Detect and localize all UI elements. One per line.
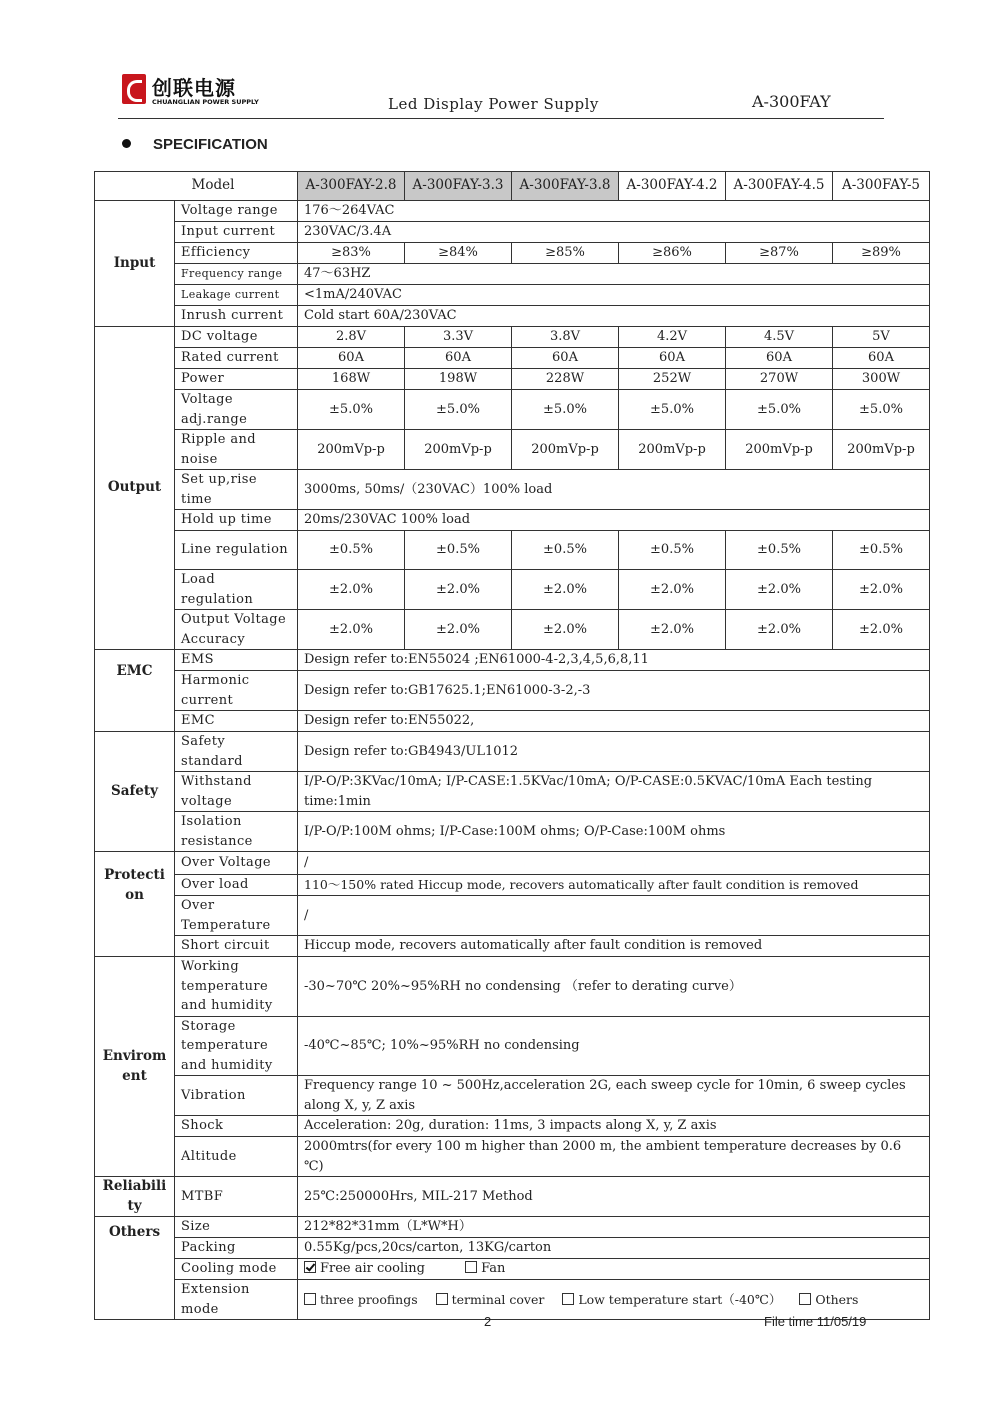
value-cell: 60A bbox=[405, 348, 512, 369]
table-row bbox=[95, 1177, 930, 1217]
item-label: Voltage range bbox=[175, 201, 298, 222]
item-label: Over load bbox=[175, 875, 298, 896]
option-label: terminal cover bbox=[451, 1291, 545, 1307]
value-cell: ±5.0% bbox=[726, 390, 833, 430]
category-safety: Safety bbox=[95, 732, 175, 852]
table-row bbox=[95, 172, 930, 201]
table-row bbox=[95, 285, 930, 306]
item-label: Rated current bbox=[175, 348, 298, 369]
table-row bbox=[95, 671, 930, 711]
option-label: Others bbox=[815, 1291, 859, 1307]
model-cell: A-300FAY-4.5 bbox=[726, 172, 833, 201]
table-row bbox=[95, 1217, 930, 1238]
table-row bbox=[95, 570, 930, 610]
item-label: Vibration bbox=[175, 1076, 298, 1116]
option-label: Fan bbox=[481, 1261, 506, 1277]
item-label: Over Temperature bbox=[175, 896, 298, 936]
value-cell: 60A bbox=[833, 348, 930, 369]
item-label: Efficiency bbox=[175, 243, 298, 264]
table-row bbox=[95, 957, 930, 1017]
bullet-icon bbox=[122, 139, 131, 148]
model-label: Model bbox=[95, 172, 298, 201]
value-cell: ±2.0% bbox=[726, 610, 833, 650]
item-value: Design refer to:EN55022, bbox=[298, 711, 930, 732]
table-row bbox=[95, 470, 930, 510]
table-row bbox=[95, 327, 930, 348]
item-label: Storage temperature and humidity bbox=[175, 1016, 298, 1076]
table-row bbox=[95, 430, 930, 470]
value-cell: 60A bbox=[619, 348, 726, 369]
table-row bbox=[95, 936, 930, 957]
table-row bbox=[95, 510, 930, 531]
value-cell: ±5.0% bbox=[405, 390, 512, 430]
cooling-option-free-air[interactable] bbox=[304, 1261, 425, 1276]
item-label: Voltage adj.range bbox=[175, 390, 298, 430]
logo-english-text: CHUANGLIAN POWER SUPPLY bbox=[152, 98, 259, 106]
item-label: Short circuit bbox=[175, 936, 298, 957]
table-row bbox=[95, 1259, 930, 1280]
item-value: <1mA/240VAC bbox=[298, 285, 930, 306]
item-value: / bbox=[298, 896, 930, 936]
item-label: Hold up time bbox=[175, 510, 298, 531]
table-row bbox=[95, 306, 930, 327]
value-cell: 200mVp-p bbox=[512, 430, 619, 470]
table-row bbox=[95, 1238, 930, 1259]
value-cell: 200mVp-p bbox=[619, 430, 726, 470]
item-label: Working temperature and humidity bbox=[175, 957, 298, 1017]
item-value: 230VAC/3.4A bbox=[298, 222, 930, 243]
item-label: Over Voltage bbox=[175, 852, 298, 875]
item-label: Power bbox=[175, 369, 298, 390]
value-cell: 3.8V bbox=[512, 327, 619, 348]
item-label: Withstand voltage bbox=[175, 772, 298, 812]
value-cell: ±2.0% bbox=[512, 610, 619, 650]
value-cell: ±2.0% bbox=[298, 570, 405, 610]
item-label: Load regulation bbox=[175, 570, 298, 610]
value-cell: 252W bbox=[619, 369, 726, 390]
value-cell: ±0.5% bbox=[726, 531, 833, 570]
value-cell: ≥87% bbox=[726, 243, 833, 264]
page-header bbox=[118, 72, 884, 119]
table-row bbox=[95, 390, 930, 430]
item-value: 3000ms, 50ms/（230VAC）100% load bbox=[298, 470, 930, 510]
item-label: Ripple and noise bbox=[175, 430, 298, 470]
item-label: Line regulation bbox=[175, 531, 298, 570]
option-label: Low temperature start（-40℃） bbox=[578, 1291, 782, 1307]
value-cell: ±2.0% bbox=[833, 610, 930, 650]
checkbox-checked-icon[interactable] bbox=[304, 1261, 316, 1273]
value-cell: ±2.0% bbox=[619, 570, 726, 610]
table-row bbox=[95, 852, 930, 875]
item-value bbox=[298, 1259, 930, 1280]
table-row bbox=[95, 531, 930, 570]
value-cell: ±5.0% bbox=[298, 390, 405, 430]
cooling-option-fan[interactable] bbox=[465, 1261, 505, 1276]
file-time: File time 11/05/19 bbox=[764, 1314, 867, 1329]
value-cell: 168W bbox=[298, 369, 405, 390]
item-value: I/P-O/P:100M ohms; I/P-Case:100M ohms; O/P-Case:100M ohms bbox=[298, 812, 930, 852]
table-row bbox=[95, 201, 930, 222]
item-value: 212*82*31mm（L*W*H） bbox=[298, 1217, 930, 1238]
model-cell: A-300FAY-4.2 bbox=[619, 172, 726, 201]
model-cell: A-300FAY-2.8 bbox=[298, 172, 405, 201]
item-value: I/P-O/P:3KVac/10mA; I/P-CASE:1.5KVac/10mA; O/P-CASE:0.5KVAC/10mA Each testing time:1min bbox=[298, 772, 930, 812]
table-row bbox=[95, 1116, 930, 1137]
category-reliability: Reliability bbox=[95, 1177, 175, 1217]
value-cell: ≥86% bbox=[619, 243, 726, 264]
table-row bbox=[95, 348, 930, 369]
table-row bbox=[95, 875, 930, 896]
item-value: Cold start 60A/230VAC bbox=[298, 306, 930, 327]
company-logo bbox=[122, 72, 262, 112]
category-input: Input bbox=[95, 201, 175, 327]
model-cell: A-300FAY-3.3 bbox=[405, 172, 512, 201]
table-row bbox=[95, 732, 930, 772]
value-cell: 200mVp-p bbox=[726, 430, 833, 470]
value-cell: ±0.5% bbox=[298, 531, 405, 570]
value-cell: 5V bbox=[833, 327, 930, 348]
table-row bbox=[95, 610, 930, 650]
category-protection: Protection bbox=[95, 852, 175, 957]
item-value: 20ms/230VAC 100% load bbox=[298, 510, 930, 531]
item-label: Set up,rise time bbox=[175, 470, 298, 510]
category-environment: Enviroment bbox=[95, 957, 175, 1177]
item-label: Harmonic current bbox=[175, 671, 298, 711]
table-row bbox=[95, 812, 930, 852]
table-row bbox=[95, 264, 930, 285]
item-label: Isolation resistance bbox=[175, 812, 298, 852]
value-cell: ≥84% bbox=[405, 243, 512, 264]
item-value: Acceleration: 20g, duration: 11ms, 3 impacts along X, y, Z axis bbox=[298, 1116, 930, 1137]
item-value: 176～264VAC bbox=[298, 201, 930, 222]
extension-option[interactable] bbox=[304, 1292, 418, 1307]
value-cell: 4.2V bbox=[619, 327, 726, 348]
table-row bbox=[95, 222, 930, 243]
item-label: EMC bbox=[175, 711, 298, 732]
item-label: Inrush current bbox=[175, 306, 298, 327]
value-cell: 200mVp-p bbox=[405, 430, 512, 470]
item-label: Output Voltage Accuracy bbox=[175, 610, 298, 650]
value-cell: ±5.0% bbox=[619, 390, 726, 430]
value-cell: ±0.5% bbox=[405, 531, 512, 570]
model-cell: A-300FAY-5 bbox=[833, 172, 930, 201]
item-value: Frequency range 10 ~ 500Hz,acceleration 2G, each sweep cycle for 10min, 6 sweep cycles along X, y, Z axis bbox=[298, 1076, 930, 1116]
extension-option[interactable] bbox=[562, 1292, 781, 1307]
value-cell: ±2.0% bbox=[512, 570, 619, 610]
checkbox-icon[interactable] bbox=[304, 1293, 316, 1305]
item-label: EMS bbox=[175, 650, 298, 671]
item-value: 47～63HZ bbox=[298, 264, 930, 285]
checkbox-icon[interactable] bbox=[562, 1293, 574, 1305]
value-cell: 3.3V bbox=[405, 327, 512, 348]
value-cell: ±0.5% bbox=[512, 531, 619, 570]
document-model: A-300FAY bbox=[752, 92, 831, 111]
item-value: Design refer to:GB4943/UL1012 bbox=[298, 732, 930, 772]
value-cell: ±0.5% bbox=[833, 531, 930, 570]
value-cell: ±2.0% bbox=[298, 610, 405, 650]
value-cell: ±0.5% bbox=[619, 531, 726, 570]
item-label: Input current bbox=[175, 222, 298, 243]
item-value: Design refer to:GB17625.1;EN61000-3-2,-3 bbox=[298, 671, 930, 711]
value-cell: ≥85% bbox=[512, 243, 619, 264]
value-cell: 270W bbox=[726, 369, 833, 390]
item-label: Extension mode bbox=[175, 1280, 298, 1320]
value-cell: 2.8V bbox=[298, 327, 405, 348]
spec-table bbox=[94, 171, 930, 1320]
checkbox-icon[interactable] bbox=[436, 1293, 448, 1305]
value-cell: ≥83% bbox=[298, 243, 405, 264]
item-label: Packing bbox=[175, 1238, 298, 1259]
table-row bbox=[95, 1016, 930, 1076]
category-others: Others bbox=[95, 1217, 175, 1320]
model-cell: A-300FAY-3.8 bbox=[512, 172, 619, 201]
category-output: Output bbox=[95, 327, 175, 650]
checkbox-icon[interactable] bbox=[465, 1261, 477, 1273]
table-row bbox=[95, 772, 930, 812]
value-cell: ±2.0% bbox=[405, 570, 512, 610]
value-cell: ±5.0% bbox=[512, 390, 619, 430]
table-row bbox=[95, 896, 930, 936]
item-label: Altitude bbox=[175, 1137, 298, 1177]
table-row bbox=[95, 650, 930, 671]
value-cell: ±2.0% bbox=[619, 610, 726, 650]
item-label: Shock bbox=[175, 1116, 298, 1137]
item-label: MTBF bbox=[175, 1177, 298, 1217]
section-heading bbox=[122, 136, 268, 153]
item-value: 0.55Kg/pcs,20cs/carton, 13KG/carton bbox=[298, 1238, 930, 1259]
table-row bbox=[95, 711, 930, 732]
value-cell: 60A bbox=[298, 348, 405, 369]
value-cell: 198W bbox=[405, 369, 512, 390]
item-value: -40℃~85℃; 10%~95%RH no condensing bbox=[298, 1016, 930, 1076]
section-title: SPECIFICATION bbox=[153, 136, 268, 153]
item-value: 110～150% rated Hiccup mode, recovers automatically after fault condition is removed bbox=[298, 875, 930, 896]
document-title: Led Display Power Supply bbox=[388, 95, 599, 113]
table-row bbox=[95, 1137, 930, 1177]
value-cell: 60A bbox=[726, 348, 833, 369]
item-value: / bbox=[298, 852, 930, 875]
value-cell: 200mVp-p bbox=[298, 430, 405, 470]
value-cell: 228W bbox=[512, 369, 619, 390]
item-label: Size bbox=[175, 1217, 298, 1238]
item-value: Hiccup mode, recovers automatically after fault condition is removed bbox=[298, 936, 930, 957]
value-cell: ±2.0% bbox=[833, 570, 930, 610]
item-value: 2000mtrs(for every 100 m higher than 2000 m, the ambient temperature decreases by 0.6 ℃) bbox=[298, 1137, 930, 1177]
value-cell: 60A bbox=[512, 348, 619, 369]
value-cell: ±2.0% bbox=[405, 610, 512, 650]
value-cell: ≥89% bbox=[833, 243, 930, 264]
value-cell: ±2.0% bbox=[726, 570, 833, 610]
item-label: DC voltage bbox=[175, 327, 298, 348]
extension-option[interactable] bbox=[436, 1292, 545, 1307]
item-label: Cooling mode bbox=[175, 1259, 298, 1280]
item-value: -30~70℃ 20%~95%RH no condensing （refer to derating curve） bbox=[298, 957, 930, 1017]
extension-option[interactable] bbox=[799, 1292, 858, 1307]
option-label: Free air cooling bbox=[320, 1261, 425, 1277]
value-cell: 300W bbox=[833, 369, 930, 390]
item-label: Frequency range bbox=[175, 264, 298, 285]
page-number: 2 bbox=[484, 1314, 492, 1329]
item-label: Leakage current bbox=[175, 285, 298, 306]
table-row bbox=[95, 369, 930, 390]
logo-mark-icon bbox=[122, 74, 146, 104]
item-value: 25℃:250000Hrs, MIL-217 Method bbox=[298, 1177, 930, 1217]
checkbox-icon[interactable] bbox=[799, 1293, 811, 1305]
table-row bbox=[95, 1076, 930, 1116]
value-cell: ±5.0% bbox=[833, 390, 930, 430]
table-row bbox=[95, 243, 930, 264]
item-value: Design refer to:EN55024 ;EN61000-4-2,3,4,5,6,8,11 bbox=[298, 650, 930, 671]
item-label: Safety standard bbox=[175, 732, 298, 772]
logo-chinese-text: 创联电源 bbox=[152, 76, 236, 100]
value-cell: 4.5V bbox=[726, 327, 833, 348]
option-label: three proofings bbox=[320, 1291, 418, 1307]
value-cell: 200mVp-p bbox=[833, 430, 930, 470]
category-emc: EMC bbox=[95, 650, 175, 732]
